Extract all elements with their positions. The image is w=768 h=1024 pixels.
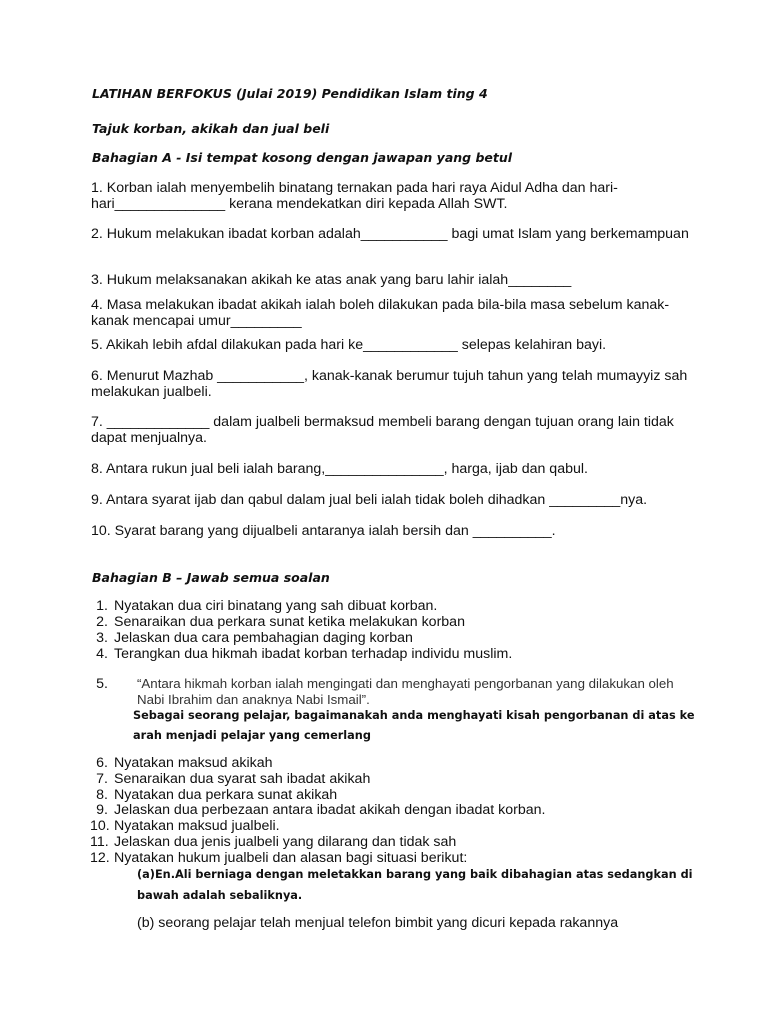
question-b-5-quote: “Antara hikmah korban ialah mengingati dan menghayati pengorbanan yang dilakukan oleh Nabi Ibrahim dan anaknya Nabi Ismail”. [137,676,674,707]
question-a-8: 8. Antara rukun jual beli ialah barang,_______________, harga, ijab dan qabul. [91,461,588,477]
document-title: LATIHAN BERFOKUS (Julai 2019) Pendidikan Islam ting 4 [92,86,488,101]
question-a-4: 4. Masa melakukan ibadat akikah ialah boleh dilakukan pada bila-bila masa sebelum kanak-kanak mencapai umur_________ [91,297,670,329]
section-b-heading: Bahagian B – Jawab semua soalan [92,570,330,585]
question-b-6: 6. Nyatakan maksud akikah [96,755,273,771]
question-b-8: 8. Nyatakan dua perkara sunat akikah [96,787,338,803]
question-b-12b: (b) seorang pelajar telah menjual telefon bimbit yang dicuri kepada rakannya [137,915,619,931]
question-b-1: 1. Nyatakan dua ciri binatang yang sah dibuat korban. [96,598,438,614]
question-b-9: 9. Jelaskan dua perbezaan antara ibadat akikah dengan ibadat korban. [96,802,546,818]
question-a-9: 9. Antara syarat ijab dan qabul dalam jual beli ialah tidak boleh dihadkan _________nya. [91,492,648,508]
question-a-7: 7. _____________ dalam jualbeli bermaksud membeli barang dengan tujuan orang lain tidak dapat menjualnya. [91,414,674,446]
question-b-11: 11. Jelaskan dua jenis jualbeli yang dilarang dan tidak sah [90,834,457,850]
question-b-12: 12. Nyatakan hukum jualbeli dan alasan bagi situasi berikut: [90,850,468,866]
question-a-3: 3. Hukum melaksanakan akikah ke atas anak yang baru lahir ialah________ [91,272,572,288]
question-a-1: 1. Korban ialah menyembelih binatang ternakan pada hari raya Aidul Adha dan hari-hari______________ kerana mendekatkan diri kepada Allah SWT. [91,180,618,212]
document-topic: Tajuk korban, akikah dan jual beli [92,121,330,136]
question-b-4: 4. Terangkan dua hikmah ibadat korban terhadap individu muslim. [96,646,513,662]
question-a-10: 10. Syarat barang yang dijualbeli antaranya ialah bersih dan __________. [91,523,556,539]
question-b-2: 2. Senaraikan dua perkara sunat ketika melakukan korban [96,614,465,630]
worksheet-page: LATIHAN BERFOKUS (Julai 2019) Pendidikan Islam ting 4 Tajuk korban, akikah dan jual beli Bahagian A - Isi tempat kosong dengan jawapan yang betul 1. Korban ialah menyembelih binatang ternakan pada hari raya Aidul Adha dan hari-hari______________ kerana mendekatkan diri kepada Allah SWT. 2. Hukum melakukan ibadat korban adalah___________ bagi umat Islam yang berkemampuan 3. Hukum melaksanakan akikah ke atas anak yang baru lahir ialah________ 4. Masa melakukan ibadat akikah ialah boleh dilakukan pada bila-bila masa sebelum kanak-kanak mencapai umur_________ 5. Akikah lebih afdal dilakukan pada hari ke____________ selepas kelahiran bayi. 6. Menurut Mazhab ___________, kanak-kanak berumur tujuh tahun yang telah mumayyiz sah melakukan jualbeli. 7. _____________ dalam jualbeli bermaksud membeli barang dengan tujuan orang lain tidak dapat menjualnya. 8. Antara rukun jual beli ialah barang,_______________, harga, ijab dan qabul. 9. Antara syarat ijab dan qabul dalam jual beli ialah tidak boleh dihadkan _________nya. 10. Syarat barang yang dijualbeli antaranya ialah bersih dan __________. Bahagian B – Jawab semua soalan 1. Nyatakan dua ciri binatang yang sah dibuat korban. 2. Senaraikan dua perkara sunat ketika melakukan korban 3. Jelaskan dua cara pembahagian daging korban 4. Terangkan dua hikmah ibadat korban terhadap individu muslim. 5. “Antara hikmah korban ialah mengingati dan menghayati pengorbanan yang dilakukan oleh Nabi Ibrahim dan anaknya Nabi Ismail”. Sebagai seorang pelajar, bagaimanakah anda menghayati kisah pengorbanan di atas ke arah menjadi pelajar yang cemerlang 6. Nyatakan maksud akikah 7. Senaraikan dua syarat sah ibadat akikah 8. Nyatakan dua perkara sunat akikah 9. Jelaskan dua perbezaan antara ibadat akikah dengan ibadat korban. 10. Nyatakan maksud jualbeli. 11. Jelaskan dua jenis jualbeli yang dilarang dan tidak sah 12. Nyatakan hukum jualbeli dan alasan bagi situasi berikut: (a)En.Ali berniaga dengan meletakkan barang yang baik dibahagian atas sedangkan di bawah adalah sebaliknya. (b) seorang pelajar telah menjual telefon bimbit yang dicuri kepada rakannya [0,0,768,1024]
question-b-12a: (a)En.Ali berniaga dengan meletakkan barang yang baik dibahagian atas sedangkan di bawah adalah sebaliknya. [137,868,693,902]
question-b-7: 7. Senaraikan dua syarat sah ibadat akikah [96,771,371,787]
question-a-6: 6. Menurut Mazhab ___________, kanak-kanak berumur tujuh tahun yang telah mumayyiz sah melakukan jualbeli. [91,368,688,400]
question-b-10: 10. Nyatakan maksud jualbeli. [90,818,280,834]
question-b-3: 3. Jelaskan dua cara pembahagian daging korban [96,630,413,646]
question-a-2: 2. Hukum melakukan ibadat korban adalah___________ bagi umat Islam yang berkemampuan [91,226,689,242]
question-b-5-question: Sebagai seorang pelajar, bagaimanakah anda menghayati kisah pengorbanan di atas ke arah menjadi pelajar yang cemerlang [133,709,695,742]
section-a-heading: Bahagian A - Isi tempat kosong dengan jawapan yang betul [92,150,513,165]
question-a-5: 5. Akikah lebih afdal dilakukan pada hari ke____________ selepas kelahiran bayi. [91,337,607,353]
